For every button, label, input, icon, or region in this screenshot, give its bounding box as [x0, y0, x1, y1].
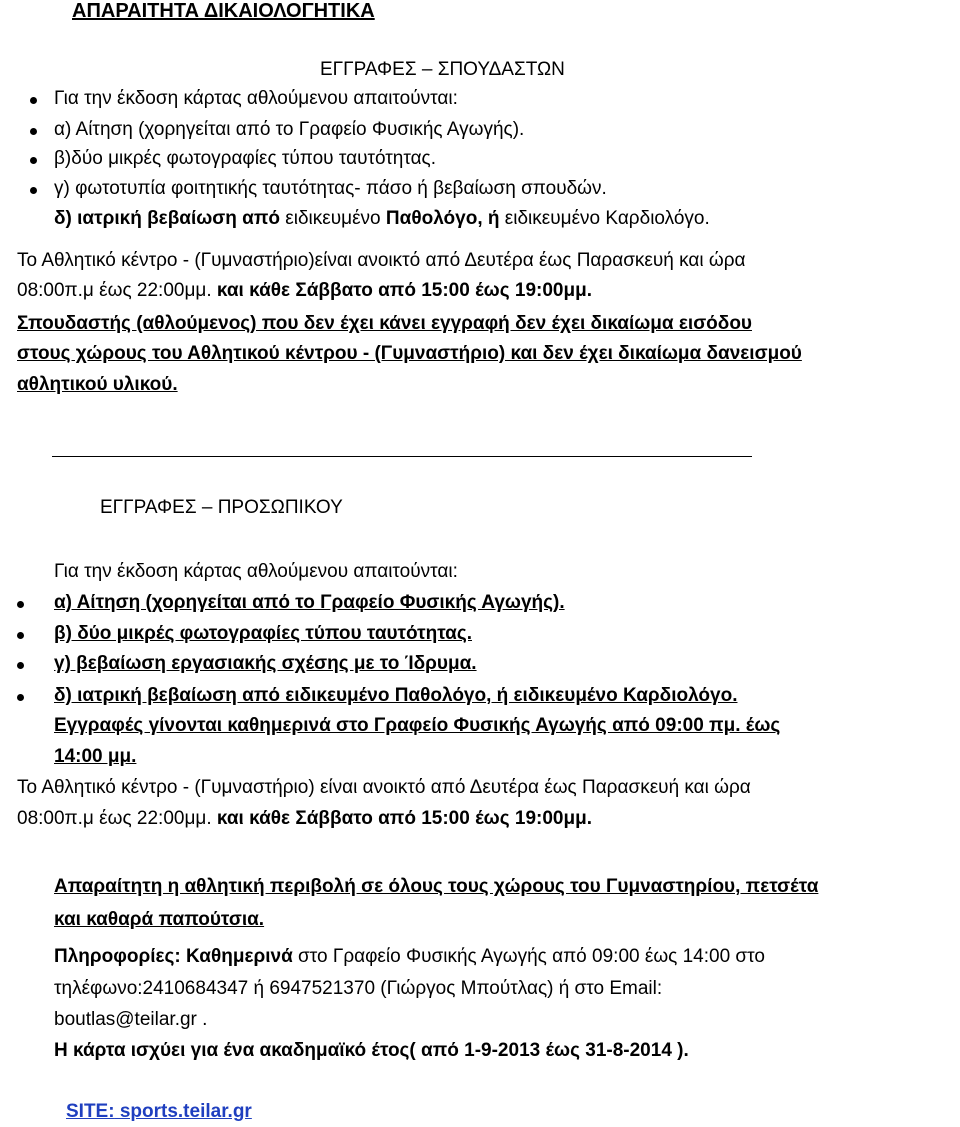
info-label: Πληροφορίες: Καθημερινά — [54, 946, 293, 967]
hours-times: 08:00π.μ έως 22:00μμ. — [17, 808, 212, 829]
delta-part-a: δ) ιατρική βεβαίωση από — [54, 208, 281, 229]
students-warning-line1: Σπουδαστής (αθλούμενος) που δεν έχει κάνει εγγραφή δεν έχει δικαίωμα εισόδου — [17, 313, 752, 334]
bullet-icon — [17, 694, 24, 701]
delta-part-c: Παθολόγο, ή — [385, 208, 505, 229]
delta-part-b: ειδικευμένο — [280, 208, 386, 229]
bullet-icon — [17, 601, 24, 608]
staff-daily-line2: 14:00 μμ. — [54, 746, 137, 767]
bullet-icon — [30, 157, 37, 164]
students-item-0: Για την έκδοση κάρτας αθλούμενου απαιτούνται: — [54, 88, 458, 109]
bullet-icon — [30, 128, 37, 135]
attire-line1: Απαραίτητη η αθλητική περιβολή σε όλους τους χώρους του Γυμναστηρίου, πετσέτα — [54, 876, 819, 897]
bullet-icon — [30, 97, 37, 104]
staff-daily-line1: Εγγραφές γίνονται καθημερινά στο Γραφείο Φυσικής Αγωγής από 09:00 πμ. έως — [54, 715, 781, 736]
students-item-2: β)δύο μικρές φωτογραφίες τύπου ταυτότητας. — [54, 148, 436, 169]
delta-part-d: ειδικευμένο Καρδιολόγο. — [504, 208, 710, 229]
bullet-icon — [30, 187, 37, 194]
info-email[interactable]: boutlas@teilar.gr . — [54, 1009, 208, 1030]
bullet-icon — [17, 662, 24, 669]
students-item-delta — [54, 208, 710, 230]
staff-hours-line1: Το Αθλητικό κέντρο - (Γυμναστήριο) είναι ανοικτό από Δευτέρα έως Παρασκευή και ώρα — [17, 777, 751, 798]
staff-title: ΕΓΓΡΑΦΕΣ – ΠΡΟΣΩΠΙΚΟΥ — [100, 497, 343, 518]
students-warning-line3: αθλητικού υλικού. — [17, 374, 178, 395]
staff-item-0: α) Αίτηση (χορηγείται από το Γραφείο Φυσικής Αγωγής). — [54, 592, 565, 613]
students-hours-line1: Το Αθλητικό κέντρο - (Γυμναστήριο)είναι ανοικτό από Δευτέρα έως Παρασκευή και ώρα — [17, 250, 746, 271]
staff-item-1: β) δύο μικρές φωτογραφίες τύπου ταυτότητας. — [54, 623, 472, 644]
site-label: SITE: — [66, 1101, 115, 1122]
page-heading: ΑΠΑΡΑΙΤΗΤΑ ΔΙΚΑΙΟΛΟΓΗΤΙΚΑ — [72, 0, 375, 22]
students-warning-line2: στους χώρους του Αθλητικού κέντρου - (Γυμναστήριο) και δεν έχει δικαίωμα δανεισμού — [17, 343, 802, 364]
hours-saturday: και κάθε Σάββατο από 15:00 έως 19:00μμ. — [211, 808, 592, 829]
students-item-3: γ) φωτοτυπία φοιτητικής ταυτότητας- πάσο ή βεβαίωση σπουδών. — [54, 178, 607, 199]
students-hours-line2 — [17, 280, 592, 302]
staff-item-2: γ) βεβαίωση εργασιακής σχέσης με το Ίδρυμα. — [54, 653, 477, 674]
staff-item-3: δ) ιατρική βεβαίωση από ειδικευμένο Παθολόγο, ή ειδικευμένο Καρδιολόγο. — [54, 685, 738, 706]
hours-saturday: και κάθε Σάββατο από 15:00 έως 19:00μμ. — [211, 280, 592, 301]
info-line1 — [54, 946, 765, 968]
validity-text: Η κάρτα ισχύει για ένα ακαδημαϊκό έτος( από 1-9-2013 έως 31-8-2014 ). — [54, 1040, 689, 1061]
hours-times: 08:00π.μ έως 22:00μμ. — [17, 280, 212, 301]
site-link[interactable]: sports.teilar.gr — [114, 1101, 252, 1122]
section-divider — [52, 456, 752, 457]
bullet-icon — [17, 632, 24, 639]
attire-line2: και καθαρά παπούτσια. — [54, 909, 265, 930]
info-line2: τηλέφωνο:2410684347 ή 6947521370 (Γιώργος Μπούτλας) ή στο Email: — [54, 978, 663, 999]
site-row — [66, 1101, 252, 1123]
students-title: ΕΓΓΡΑΦΕΣ – ΣΠΟΥΔΑΣΤΩΝ — [320, 59, 565, 80]
info-text: στο Γραφείο Φυσικής Αγωγής από 09:00 έως 14:00 στο — [292, 946, 765, 967]
staff-intro: Για την έκδοση κάρτας αθλούμενου απαιτούνται: — [54, 561, 458, 582]
staff-hours-line2 — [17, 808, 592, 830]
students-item-1: α) Αίτηση (χορηγείται από το Γραφείο Φυσικής Αγωγής). — [54, 119, 525, 140]
